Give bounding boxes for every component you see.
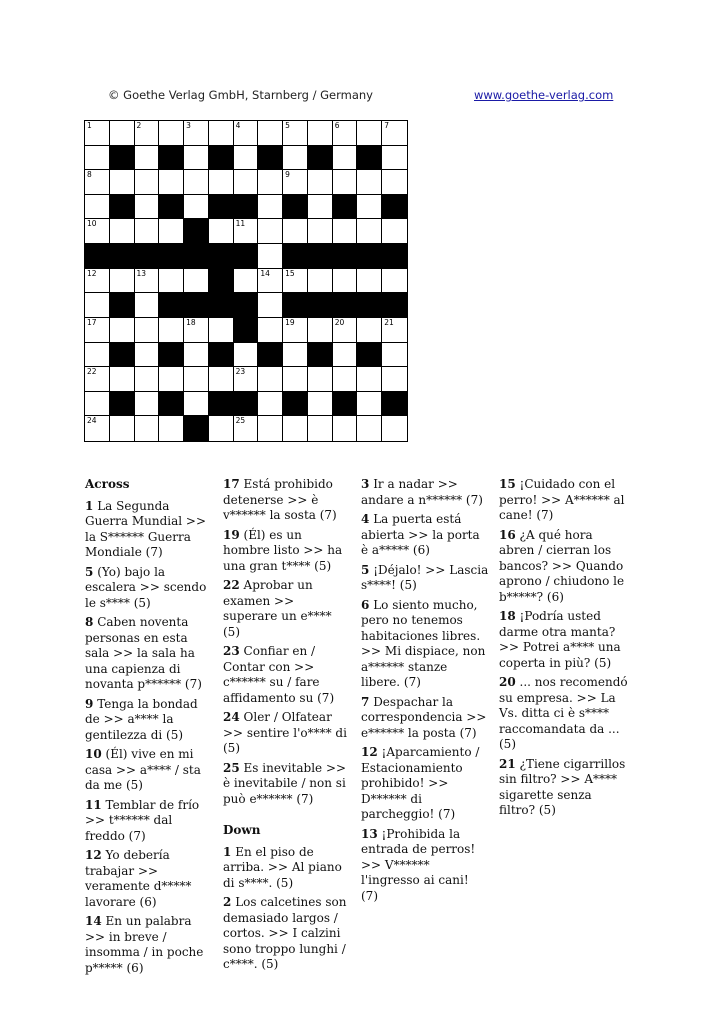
clue-number: 22: [223, 578, 240, 592]
grid-block: [357, 343, 382, 368]
grid-cell[interactable]: [209, 318, 234, 343]
clue-across-1: [85, 499, 213, 561]
grid-cell[interactable]: [258, 367, 283, 392]
grid-cell[interactable]: [333, 367, 358, 392]
grid-cell[interactable]: [308, 195, 333, 220]
clue-text: ¡Déjalo! >> Lascia s****! (5): [361, 562, 489, 592]
grid-block: [258, 343, 283, 368]
grid-block: [209, 392, 234, 417]
grid-cell[interactable]: [184, 121, 209, 146]
grid-block: [258, 146, 283, 171]
grid-cell[interactable]: [333, 343, 358, 368]
clue-text: ¿Tiene cigarrillos sin filtro? >> A**** sigarette senza filtro? (5): [499, 756, 626, 817]
grid-cell[interactable]: [357, 318, 382, 343]
clue-across-8: [85, 615, 213, 693]
clue-number: 5: [85, 564, 94, 579]
grid-block: [110, 293, 135, 318]
grid-block: [382, 195, 407, 220]
clue-text: ... nos recomendó su empresa. >> La Vs. ditta ci è s**** raccomandata da ... (5): [499, 675, 628, 751]
clue-text: Los calcetines son demasiado largos / cortos. >> I calzini sono troppo lunghi / c****. (5): [223, 895, 347, 971]
clue-text: Es inevitable >> è inevitabile / non si può e****** (7): [223, 760, 347, 806]
clue-text: ¡Cuidado con el perro! >> A****** al cane! (7): [499, 477, 625, 522]
clue-number: 23: [223, 644, 240, 658]
grid-block: [333, 244, 358, 269]
clue-down-6: [361, 598, 489, 691]
grid-cell[interactable]: [308, 121, 333, 146]
clue-number: 25: [223, 760, 240, 775]
grid-cell[interactable]: [110, 170, 135, 195]
cell-number: 15: [285, 268, 295, 278]
grid-cell[interactable]: [382, 219, 407, 244]
clue-across-17: [223, 477, 351, 524]
grid-cell[interactable]: [135, 195, 160, 220]
grid-block: [110, 195, 135, 220]
grid-block: [209, 343, 234, 368]
grid-block: [382, 244, 407, 269]
clue-text: Confiar en / Contar con >> c****** su / fare affidamento su (7): [223, 644, 335, 705]
clue-across-22: [223, 578, 351, 640]
clue-down-5: [361, 563, 489, 594]
cell-number: 1: [87, 121, 92, 130]
grid-cell[interactable]: [357, 170, 382, 195]
grid-block: [159, 195, 184, 220]
clue-down-4: [361, 512, 489, 559]
grid-cell[interactable]: [258, 121, 283, 146]
clue-across-19: [223, 528, 351, 575]
clue-across-12: [85, 848, 213, 910]
grid-block: [234, 392, 259, 417]
grid-cell[interactable]: [135, 367, 160, 392]
clue-text: La puerta está abierta >> la porta è a***** (6): [361, 512, 480, 557]
grid-block: [308, 293, 333, 318]
grid-cell[interactable]: [85, 195, 110, 220]
grid-cell[interactable]: [333, 318, 358, 343]
grid-cell[interactable]: [283, 367, 308, 392]
clue-across-11: [85, 798, 213, 845]
grid-cell[interactable]: [382, 343, 407, 368]
clue-text: ¿A qué hora abren / cierran los bancos? >> Quando aprono / chiudono le b*****? (6): [499, 527, 625, 604]
clue-number: 2: [223, 895, 232, 909]
grid-block: [135, 244, 160, 269]
grid-cell[interactable]: [308, 318, 333, 343]
clue-across-25: [223, 761, 351, 808]
page-header: [0, 88, 719, 104]
grid-cell[interactable]: [333, 416, 358, 441]
clue-number: 6: [361, 597, 370, 612]
cell-number: 7: [384, 121, 389, 130]
grid-cell[interactable]: [333, 269, 358, 294]
cell-number: 21: [384, 317, 394, 327]
cell-number: 10: [87, 219, 97, 229]
grid-cell[interactable]: [382, 318, 407, 343]
clue-down-2: [223, 895, 351, 973]
clue-column-2: [223, 477, 351, 977]
grid-cell[interactable]: [382, 416, 407, 441]
grid-block: [110, 343, 135, 368]
cell-number: 23: [235, 367, 246, 377]
grid-block: [110, 392, 135, 417]
grid-cell[interactable]: [85, 392, 110, 417]
clue-down-1: [223, 845, 351, 892]
clue-text: (Él) vive en mi casa >> a**** / sta da me (5): [85, 747, 201, 792]
cell-number: 16: [235, 293, 246, 303]
grid-cell[interactable]: [234, 121, 259, 146]
clue-text: Temblar de frío >> t****** dal freddo (7): [85, 797, 200, 843]
grid-cell[interactable]: [357, 392, 382, 417]
grid-cell[interactable]: [110, 367, 135, 392]
clue-text: Yo debería trabajar >> veramente d***** lavorare (6): [85, 848, 192, 909]
grid-cell[interactable]: [135, 293, 160, 318]
grid-cell[interactable]: [308, 170, 333, 195]
grid-block: [159, 293, 184, 318]
grid-cell[interactable]: [234, 146, 259, 171]
grid-cell[interactable]: [85, 219, 110, 244]
grid-cell[interactable]: [110, 121, 135, 146]
grid-cell[interactable]: [135, 146, 160, 171]
grid-cell[interactable]: [85, 269, 110, 294]
grid-block: [184, 416, 209, 441]
grid-cell[interactable]: [234, 416, 259, 441]
grid-cell[interactable]: [135, 416, 160, 441]
clue-text: ¡Podría usted darme otra manta? >> Potrei a**** una coperta in più? (5): [499, 609, 621, 670]
grid-cell[interactable]: [184, 170, 209, 195]
grid-cell[interactable]: [184, 269, 209, 294]
clue-text: Está prohibido detenerse >> è v****** la sosta (7): [223, 477, 337, 522]
clue-number: 1: [85, 498, 94, 513]
grid-cell[interactable]: [159, 269, 184, 294]
cell-number: 6: [334, 121, 340, 130]
grid-block: [283, 244, 308, 269]
grid-cell[interactable]: [382, 269, 407, 294]
grid-cell[interactable]: [258, 195, 283, 220]
grid-cell[interactable]: [258, 416, 283, 441]
cell-number: 25: [235, 416, 246, 426]
clue-number: 7: [361, 694, 370, 709]
grid-cell[interactable]: [184, 367, 209, 392]
grid-cell[interactable]: [283, 146, 308, 171]
grid-block: [234, 195, 259, 220]
clue-text: Despachar la correspondencia >> e****** la posta (7): [361, 694, 487, 740]
grid-block: [159, 343, 184, 368]
cell-number: 4: [235, 121, 241, 130]
grid-cell[interactable]: [184, 318, 209, 343]
grid-cell[interactable]: [283, 121, 308, 146]
grid-cell[interactable]: [382, 170, 407, 195]
grid-cell[interactable]: [159, 121, 184, 146]
grid-cell[interactable]: [85, 170, 110, 195]
grid-cell[interactable]: [135, 170, 160, 195]
grid-cell[interactable]: [159, 318, 184, 343]
cell-number: 9: [285, 170, 290, 180]
cell-number: 22: [87, 367, 97, 377]
grid-cell[interactable]: [283, 269, 308, 294]
grid-block: [234, 293, 259, 318]
clue-number: 10: [85, 747, 102, 761]
grid-block: [110, 244, 135, 269]
clue-text: ¡Prohibida la entrada de perros! >> V****** l'ingresso ai cani! (7): [361, 826, 476, 903]
grid-block: [308, 343, 333, 368]
grid-cell[interactable]: [209, 121, 234, 146]
clue-number: 24: [223, 710, 240, 724]
grid-cell[interactable]: [283, 416, 308, 441]
grid-cell[interactable]: [283, 170, 308, 195]
clue-number: 12: [361, 745, 378, 759]
clue-number: 13: [361, 826, 378, 841]
clue-text: Lo siento mucho, pero no tenemos habitaciones libres. >> Mi dispiace, non a****** stanze libere. (7): [361, 597, 486, 689]
grid-cell[interactable]: [110, 416, 135, 441]
clue-text: La Segunda Guerra Mundial >> la S****** Guerra Mondiale (7): [85, 498, 207, 559]
clue-number: 8: [85, 615, 94, 629]
grid-block: [382, 392, 407, 417]
clue-number: 18: [499, 609, 516, 623]
clue-number: 21: [499, 756, 516, 771]
grid-cell[interactable]: [333, 121, 358, 146]
grid-cell[interactable]: [308, 269, 333, 294]
clue-column-3: [361, 477, 489, 908]
clue-number: 14: [85, 914, 102, 928]
grid-cell[interactable]: [258, 170, 283, 195]
grid-cell[interactable]: [209, 219, 234, 244]
grid-block: [234, 318, 259, 343]
grid-cell[interactable]: [258, 318, 283, 343]
clue-down-16: [499, 528, 629, 606]
grid-cell[interactable]: [234, 367, 259, 392]
clue-text: Caben noventa personas en esta sala >> la sala ha una capienza di novanta p****** (7): [85, 615, 202, 691]
clue-across-5: [85, 565, 213, 612]
grid-cell[interactable]: [357, 121, 382, 146]
clue-number: 19: [223, 527, 240, 542]
cell-number: 19: [285, 317, 295, 327]
cell-number: 8: [87, 170, 92, 180]
grid-cell[interactable]: [85, 343, 110, 368]
cell-number: 24: [87, 416, 97, 426]
clue-column-1: [85, 477, 213, 980]
grid-cell[interactable]: [258, 293, 283, 318]
clue-across-9: [85, 697, 213, 744]
grid-cell[interactable]: [184, 146, 209, 171]
clue-text: En un palabra >> in breve / insomma / in poche p***** (6): [85, 914, 204, 975]
grid-block: [357, 293, 382, 318]
grid-cell[interactable]: [85, 416, 110, 441]
grid-block: [85, 244, 110, 269]
clue-number: 4: [361, 512, 370, 526]
grid-cell[interactable]: [135, 318, 160, 343]
grid-cell[interactable]: [85, 367, 110, 392]
clue-down-3: [361, 477, 489, 508]
clue-number: 3: [361, 477, 370, 491]
grid-block: [209, 293, 234, 318]
grid-cell[interactable]: [333, 146, 358, 171]
grid-cell[interactable]: [283, 343, 308, 368]
grid-cell[interactable]: [357, 195, 382, 220]
grid-cell[interactable]: [234, 219, 259, 244]
grid-cell[interactable]: [258, 244, 283, 269]
cell-number: 13: [136, 268, 147, 278]
clue-text: En el piso de arriba. >> Al piano di s****. (5): [223, 844, 342, 890]
grid-cell[interactable]: [135, 392, 160, 417]
grid-block: [209, 244, 234, 269]
grid-cell[interactable]: [308, 416, 333, 441]
clue-column-4: [499, 477, 629, 823]
grid-block: [308, 146, 333, 171]
clue-number: 12: [85, 848, 102, 862]
grid-cell[interactable]: [258, 392, 283, 417]
grid-cell[interactable]: [234, 343, 259, 368]
grid-cell[interactable]: [85, 121, 110, 146]
clue-text: Oler / Olfatear >> sentire l'o**** di (5): [223, 710, 347, 755]
grid-cell[interactable]: [110, 269, 135, 294]
grid-cell[interactable]: [382, 121, 407, 146]
clue-text: (Él) es un hombre listo >> ha una gran t**** (5): [223, 527, 343, 573]
grid-cell[interactable]: [85, 146, 110, 171]
grid-cell[interactable]: [184, 392, 209, 417]
cell-number: 20: [334, 317, 345, 327]
grid-cell[interactable]: [258, 269, 283, 294]
grid-cell[interactable]: [234, 269, 259, 294]
grid-block: [159, 146, 184, 171]
clue-across-14: [85, 914, 213, 976]
grid-cell[interactable]: [234, 170, 259, 195]
cell-number: 14: [260, 268, 270, 278]
grid-block: [184, 244, 209, 269]
grid-block: [333, 293, 358, 318]
clue-down-15: [499, 477, 629, 524]
clue-number: 20: [499, 675, 516, 689]
grid-cell[interactable]: [308, 392, 333, 417]
grid-block: [283, 195, 308, 220]
grid-cell[interactable]: [283, 219, 308, 244]
grid-block: [184, 219, 209, 244]
grid-cell[interactable]: [159, 170, 184, 195]
across-heading: Across: [85, 477, 130, 491]
grid-cell[interactable]: [110, 219, 135, 244]
grid-cell[interactable]: [209, 416, 234, 441]
website-link[interactable]: www.goethe-verlag.com: [474, 88, 614, 102]
grid-block: [159, 244, 184, 269]
grid-cell[interactable]: [209, 170, 234, 195]
grid-cell[interactable]: [357, 269, 382, 294]
grid-block: [382, 293, 407, 318]
grid-block: [357, 244, 382, 269]
grid-block: [209, 269, 234, 294]
grid-block: [357, 146, 382, 171]
clue-number: 11: [85, 797, 102, 812]
clue-number: 5: [361, 562, 370, 577]
cell-number: 3: [186, 121, 191, 130]
clue-across-24: [223, 710, 351, 757]
grid-cell[interactable]: [135, 269, 160, 294]
grid-cell[interactable]: [283, 318, 308, 343]
clue-number: 9: [85, 696, 94, 711]
clue-down-21: [499, 757, 629, 819]
grid-cell[interactable]: [308, 367, 333, 392]
cell-number: 12: [87, 268, 97, 278]
crossword-grid: [84, 120, 408, 442]
clue-across-10: [85, 747, 213, 794]
clue-down-20: [499, 675, 629, 753]
grid-cell[interactable]: [85, 318, 110, 343]
grid-cell[interactable]: [85, 293, 110, 318]
cell-number: 11: [235, 219, 246, 229]
grid-cell[interactable]: [209, 367, 234, 392]
clue-number: 17: [223, 477, 240, 491]
grid-cell[interactable]: [159, 416, 184, 441]
grid-cell[interactable]: [357, 416, 382, 441]
grid-block: [283, 293, 308, 318]
clue-number: 15: [499, 477, 516, 491]
cell-number: 5: [285, 121, 290, 130]
clue-text: Tenga la bondad de >> a**** la gentilezza di (5): [85, 696, 198, 742]
grid-cell[interactable]: [382, 146, 407, 171]
clue-text: Aprobar un examen >> superare un e**** (5): [223, 578, 332, 639]
cell-number: 2: [136, 121, 142, 130]
grid-cell[interactable]: [110, 318, 135, 343]
grid-block: [283, 392, 308, 417]
grid-cell[interactable]: [258, 219, 283, 244]
clue-down-7: [361, 695, 489, 742]
grid-block: [234, 244, 259, 269]
grid-cell[interactable]: [184, 343, 209, 368]
grid-block: [110, 146, 135, 171]
grid-block: [209, 195, 234, 220]
clue-text: (Yo) bajo la escalera >> scendo le s**** (5): [85, 564, 207, 610]
grid-cell[interactable]: [333, 170, 358, 195]
grid-cell[interactable]: [357, 367, 382, 392]
grid-cell[interactable]: [135, 121, 160, 146]
grid-cell[interactable]: [135, 343, 160, 368]
cell-number: 18: [186, 317, 196, 327]
grid-cell[interactable]: [382, 367, 407, 392]
grid-block: [159, 392, 184, 417]
clue-text: ¡Aparcamiento / Estacionamiento prohibido! >> D****** di parcheggio! (7): [361, 745, 480, 821]
clue-number: 1: [223, 844, 232, 859]
clue-across-23: [223, 644, 351, 706]
clue-down-13: [361, 827, 489, 905]
grid-cell[interactable]: [357, 219, 382, 244]
copyright-notice: © Goethe Verlag GmbH, Starnberg / Germany: [108, 88, 373, 102]
grid-block: [308, 244, 333, 269]
grid-block: [333, 195, 358, 220]
grid-block: [333, 392, 358, 417]
grid-cell[interactable]: [333, 219, 358, 244]
clue-down-18: [499, 609, 629, 671]
clue-number: 16: [499, 527, 516, 542]
down-heading: Down: [223, 823, 261, 837]
grid-cell[interactable]: [159, 367, 184, 392]
grid-cell[interactable]: [135, 219, 160, 244]
cell-number: 17: [87, 317, 97, 327]
grid-cell[interactable]: [184, 195, 209, 220]
grid-cell[interactable]: [159, 219, 184, 244]
grid-block: [184, 293, 209, 318]
grid-cell[interactable]: [308, 219, 333, 244]
clue-down-12: [361, 745, 489, 823]
clue-text: Ir a nadar >> andare a n****** (7): [361, 477, 483, 507]
grid-block: [209, 146, 234, 171]
